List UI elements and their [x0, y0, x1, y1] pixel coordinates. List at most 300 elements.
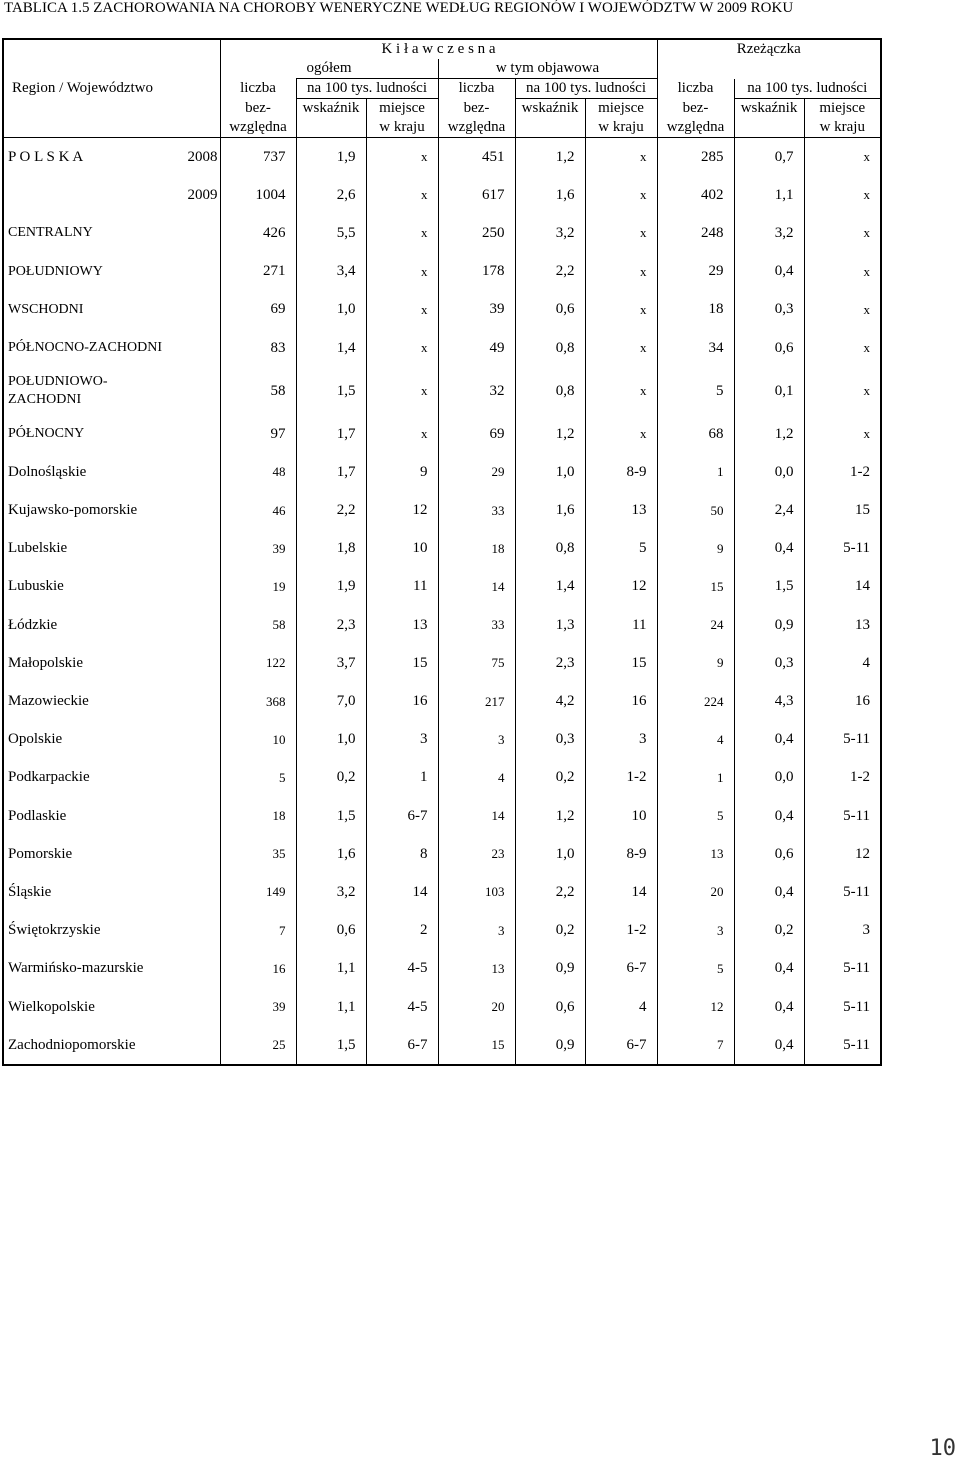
- table-cell: 5: [657, 797, 734, 835]
- table-cell: x: [585, 291, 657, 329]
- table-cell: 1,5: [296, 367, 366, 415]
- table-cell: 49: [438, 329, 515, 367]
- table-cell: 178: [438, 253, 515, 291]
- table-cell: 35: [220, 835, 296, 873]
- row-name: Lubelskie: [8, 540, 68, 557]
- header-wzgledna-2: względna: [438, 118, 515, 138]
- table-cell: x: [585, 214, 657, 252]
- table-cell: 1-2: [585, 759, 657, 797]
- table-cell: 25: [220, 1026, 296, 1064]
- table-cell: 18: [438, 530, 515, 568]
- table-cell: 0,4: [734, 1026, 804, 1064]
- table-row: [4, 415, 880, 453]
- table-cell: 3: [438, 721, 515, 759]
- table-cell: 5,5: [296, 214, 366, 252]
- row-name: [4, 367, 220, 415]
- table-cell: 4: [657, 721, 734, 759]
- table-cell: 2,4: [734, 492, 804, 530]
- table-cell: x: [804, 214, 880, 252]
- table-cell: 3: [366, 721, 438, 759]
- table-cell: 11: [585, 606, 657, 644]
- table-cell: 34: [657, 329, 734, 367]
- table-cell: x: [366, 176, 438, 214]
- table-cell: 12: [366, 492, 438, 530]
- table-cell: 368: [220, 682, 296, 720]
- header-wkraju-2: w kraju: [585, 118, 657, 138]
- table-cell: 0,6: [515, 988, 585, 1026]
- table-cell: 5-11: [804, 721, 880, 759]
- table-row: [4, 721, 880, 759]
- table-cell: x: [804, 415, 880, 453]
- table-row: [4, 176, 880, 214]
- table-row: [4, 835, 880, 873]
- table-cell: 13: [438, 950, 515, 988]
- table-row: [4, 214, 880, 252]
- table-cell: 69: [438, 415, 515, 453]
- table-cell: 285: [657, 138, 734, 177]
- table-cell: 1: [366, 759, 438, 797]
- header-kila: K i ł a w c z e s n a: [220, 40, 657, 59]
- table-cell: x: [366, 138, 438, 177]
- table-row: [4, 253, 880, 291]
- table-cell: 18: [657, 291, 734, 329]
- table-cell: 11: [366, 568, 438, 606]
- table-cell: 12: [804, 835, 880, 873]
- header-miejsce-2: miejsce: [585, 99, 657, 119]
- table-cell: 1,7: [296, 453, 366, 491]
- table-cell: 5-11: [804, 950, 880, 988]
- table-cell: 1,6: [515, 492, 585, 530]
- table-cell: 122: [220, 644, 296, 682]
- table-row: [4, 568, 880, 606]
- table-cell: 1,9: [296, 568, 366, 606]
- table-cell: 1,1: [296, 988, 366, 1026]
- row-name: P O L S K A: [8, 148, 84, 165]
- table-cell: 29: [657, 253, 734, 291]
- table-cell: 1,0: [296, 291, 366, 329]
- table-cell: 0,3: [734, 644, 804, 682]
- table-cell: 50: [657, 492, 734, 530]
- table-cell: 1: [657, 453, 734, 491]
- table-row: [4, 530, 880, 568]
- table-cell: 451: [438, 138, 515, 177]
- table-cell: 0,6: [296, 912, 366, 950]
- table-cell: 10: [585, 797, 657, 835]
- table-cell: 1,9: [296, 138, 366, 177]
- table-cell: x: [804, 176, 880, 214]
- table-cell: 0,1: [734, 367, 804, 415]
- data-table-frame: [2, 38, 882, 1066]
- table-cell: 6-7: [585, 1026, 657, 1064]
- row-name: Warmińsko-mazurskie: [8, 960, 144, 977]
- table-cell: x: [585, 176, 657, 214]
- table-cell: 617: [438, 176, 515, 214]
- table-cell: 8-9: [585, 835, 657, 873]
- table-cell: 271: [220, 253, 296, 291]
- row-name: Śląskie: [8, 883, 52, 900]
- table-cell: 39: [220, 988, 296, 1026]
- table-header: [4, 40, 880, 138]
- table-cell: 0,4: [734, 253, 804, 291]
- table-cell: x: [366, 253, 438, 291]
- table-cell: 2,6: [296, 176, 366, 214]
- table-cell: 1: [657, 759, 734, 797]
- table-cell: 75: [438, 644, 515, 682]
- table-cell: 3,7: [296, 644, 366, 682]
- table-cell: 0,7: [734, 138, 804, 177]
- table-cell: 1,5: [734, 568, 804, 606]
- table-cell: 15: [585, 644, 657, 682]
- table-cell: 0,4: [734, 950, 804, 988]
- table-cell: 5-11: [804, 873, 880, 911]
- table-cell: 14: [366, 873, 438, 911]
- table-cell: 13: [804, 606, 880, 644]
- table-cell: 4-5: [366, 950, 438, 988]
- table-cell: 7,0: [296, 682, 366, 720]
- table-cell: 2,3: [296, 606, 366, 644]
- table-cell: 83: [220, 329, 296, 367]
- table-cell: x: [585, 253, 657, 291]
- table-cell: 0,4: [734, 988, 804, 1026]
- table-cell: 1,0: [515, 835, 585, 873]
- table-cell: 6-7: [585, 950, 657, 988]
- table-cell: x: [585, 367, 657, 415]
- table-cell: 46: [220, 492, 296, 530]
- row-year: 2008: [187, 148, 218, 165]
- table-cell: 3: [657, 912, 734, 950]
- header-na100-3: na 100 tys. ludności: [734, 79, 880, 99]
- row-name: Wielkopolskie: [8, 998, 95, 1015]
- table-cell: 19: [220, 568, 296, 606]
- table-cell: 1,3: [515, 606, 585, 644]
- table-cell: 16: [804, 682, 880, 720]
- header-region: Region / Województwo: [12, 80, 153, 96]
- table-cell: x: [366, 367, 438, 415]
- row-name: Kujawsko-pomorskie: [8, 502, 138, 519]
- header-miejsce-1: miejsce: [366, 99, 438, 119]
- table-cell: 2,2: [515, 873, 585, 911]
- table-cell: 5-11: [804, 797, 880, 835]
- table-cell: 0,4: [734, 530, 804, 568]
- table-cell: 5: [657, 367, 734, 415]
- table-cell: 4,2: [515, 682, 585, 720]
- table-cell: 1-2: [804, 759, 880, 797]
- header-wkraju-3: w kraju: [804, 118, 880, 138]
- table-cell: 1004: [220, 176, 296, 214]
- table-cell: 9: [657, 644, 734, 682]
- header-wkraju-1: w kraju: [366, 118, 438, 138]
- row-name: Pomorskie: [8, 845, 73, 862]
- header-ogolem: ogółem: [220, 59, 438, 79]
- table-cell: 3: [438, 912, 515, 950]
- header-wskaznik-3: wskaźnik: [734, 99, 804, 119]
- table-cell: 2,2: [296, 492, 366, 530]
- table-cell: 12: [585, 568, 657, 606]
- row-name: Podlaskie: [8, 807, 67, 824]
- table-cell: 1,2: [515, 415, 585, 453]
- table-cell: 10: [220, 721, 296, 759]
- table-cell: 224: [657, 682, 734, 720]
- table-cell: 97: [220, 415, 296, 453]
- table-cell: 1,5: [296, 1026, 366, 1064]
- table-cell: 20: [657, 873, 734, 911]
- table-cell: x: [366, 415, 438, 453]
- table-cell: 2,2: [515, 253, 585, 291]
- table-cell: 1,6: [515, 176, 585, 214]
- table-row: [4, 797, 880, 835]
- table-cell: 0,2: [515, 912, 585, 950]
- table-cell: 9: [366, 453, 438, 491]
- row-name: PÓŁNOCNY: [8, 426, 85, 442]
- header-liczba-2: liczba: [438, 79, 515, 99]
- table-cell: x: [366, 329, 438, 367]
- table-title: TABLICA 1.5 ZACHOROWANIA NA CHOROBY WENERYCZNE WEDŁUG REGIONÓW I WOJEWÓDZTW W 2009 ROKU: [4, 0, 794, 16]
- table-cell: 248: [657, 214, 734, 252]
- table-row: [4, 453, 880, 491]
- header-wzgledna-1: względna: [220, 118, 296, 138]
- table-cell: 737: [220, 138, 296, 177]
- header-na100-2: na 100 tys. ludności: [515, 79, 657, 99]
- row-name: POŁUDNIOWY: [8, 263, 103, 279]
- table-cell: 426: [220, 214, 296, 252]
- table-cell: 0,9: [515, 950, 585, 988]
- header-bez-2: bez-: [438, 99, 515, 119]
- table-cell: 32: [438, 367, 515, 415]
- row-name: Mazowieckie: [8, 693, 89, 710]
- table-cell: 12: [657, 988, 734, 1026]
- table-cell: 0,4: [734, 721, 804, 759]
- row-name: Zachodniopomorskie: [8, 1036, 136, 1053]
- table-cell: 8-9: [585, 453, 657, 491]
- table-cell: 1,7: [296, 415, 366, 453]
- table-row: [4, 291, 880, 329]
- table-cell: 18: [220, 797, 296, 835]
- table-cell: 1,0: [296, 721, 366, 759]
- table-cell: 0,2: [515, 759, 585, 797]
- header-bez-3: bez-: [657, 99, 734, 119]
- table-cell: 33: [438, 606, 515, 644]
- table-cell: x: [804, 253, 880, 291]
- table-cell: 15: [657, 568, 734, 606]
- row-name: Łódzkie: [8, 616, 58, 633]
- table-cell: x: [366, 214, 438, 252]
- table-cell: 0,8: [515, 367, 585, 415]
- header-liczba-1: liczba: [220, 79, 296, 99]
- table-cell: 3,4: [296, 253, 366, 291]
- table-cell: 58: [220, 367, 296, 415]
- table-cell: 0,4: [734, 873, 804, 911]
- table-cell: x: [366, 291, 438, 329]
- table-cell: 4,3: [734, 682, 804, 720]
- table-cell: 1,2: [734, 415, 804, 453]
- table-cell: 149: [220, 873, 296, 911]
- table-cell: 4: [804, 644, 880, 682]
- table-cell: 1,4: [296, 329, 366, 367]
- table-cell: 0,4: [734, 797, 804, 835]
- table-cell: 7: [657, 1026, 734, 1064]
- table-cell: 39: [438, 291, 515, 329]
- table-row: [4, 138, 880, 177]
- table-row: [4, 950, 880, 988]
- table-cell: 1,1: [296, 950, 366, 988]
- table-cell: 250: [438, 214, 515, 252]
- table-cell: 1,6: [296, 835, 366, 873]
- table-row: [4, 759, 880, 797]
- table-row: [4, 329, 880, 367]
- table-cell: 68: [657, 415, 734, 453]
- header-bez-1: bez-: [220, 99, 296, 119]
- table-cell: 14: [804, 568, 880, 606]
- table-cell: 0,9: [515, 1026, 585, 1064]
- table-cell: 0,6: [515, 291, 585, 329]
- table-cell: 39: [220, 530, 296, 568]
- table-cell: 1,2: [515, 138, 585, 177]
- table-cell: 33: [438, 492, 515, 530]
- row-name: [4, 176, 176, 214]
- row-name: Podkarpackie: [8, 769, 90, 786]
- table-cell: 0,6: [734, 329, 804, 367]
- table-row: [4, 912, 880, 950]
- table-cell: 0,9: [734, 606, 804, 644]
- row-name: Opolskie: [8, 731, 63, 748]
- table-cell: x: [804, 291, 880, 329]
- table-cell: 1,5: [296, 797, 366, 835]
- row-year: 2009: [187, 186, 218, 203]
- table-cell: 15: [804, 492, 880, 530]
- table-cell: 16: [366, 682, 438, 720]
- header-na100-1: na 100 tys. ludności: [296, 79, 438, 99]
- table-cell: 58: [220, 606, 296, 644]
- page-number: 10: [929, 1436, 956, 1461]
- table-cell: 5-11: [804, 1026, 880, 1064]
- table-cell: 48: [220, 453, 296, 491]
- table-cell: 15: [366, 644, 438, 682]
- table-cell: x: [804, 138, 880, 177]
- row-name: Lubuskie: [8, 578, 64, 595]
- table-cell: 2,3: [515, 644, 585, 682]
- row-name: CENTRALNY: [8, 225, 93, 241]
- table-cell: 23: [438, 835, 515, 873]
- header-wskaznik-1: wskaźnik: [296, 99, 366, 119]
- table-cell: x: [585, 415, 657, 453]
- table-cell: 217: [438, 682, 515, 720]
- table-cell: 0,6: [734, 835, 804, 873]
- table-cell: x: [804, 367, 880, 415]
- table-body: [4, 138, 880, 1065]
- table-cell: 10: [366, 530, 438, 568]
- table-cell: 0,0: [734, 453, 804, 491]
- table-cell: 3: [585, 721, 657, 759]
- header-wzgledna-3: względna: [657, 118, 734, 138]
- table-cell: 2: [366, 912, 438, 950]
- table-cell: 16: [585, 682, 657, 720]
- table-cell: 0,0: [734, 759, 804, 797]
- table-cell: x: [804, 329, 880, 367]
- table-row: [4, 1026, 880, 1064]
- header-wskaznik-2: wskaźnik: [515, 99, 585, 119]
- table-row: [4, 682, 880, 720]
- table-row: [4, 492, 880, 530]
- table-row: [4, 873, 880, 911]
- table-cell: 5-11: [804, 988, 880, 1026]
- table-row: [4, 367, 880, 415]
- table-cell: 3,2: [515, 214, 585, 252]
- table-cell: 103: [438, 873, 515, 911]
- table-cell: x: [585, 138, 657, 177]
- table-cell: 13: [657, 835, 734, 873]
- table-cell: 1,2: [515, 797, 585, 835]
- table-cell: 20: [438, 988, 515, 1026]
- table-cell: 24: [657, 606, 734, 644]
- table-cell: 0,8: [515, 329, 585, 367]
- table-cell: 0,2: [296, 759, 366, 797]
- table-cell: 1,4: [515, 568, 585, 606]
- table-cell: 3,2: [734, 214, 804, 252]
- table-cell: 1-2: [804, 453, 880, 491]
- table-cell: 16: [220, 950, 296, 988]
- table-cell: 1,1: [734, 176, 804, 214]
- table-cell: 8: [366, 835, 438, 873]
- table-cell: 1,8: [296, 530, 366, 568]
- row-name: WSCHODNI: [8, 301, 84, 317]
- table-cell: 3: [804, 912, 880, 950]
- table-cell: 13: [585, 492, 657, 530]
- table-cell: 5-11: [804, 530, 880, 568]
- table-cell: 7: [220, 912, 296, 950]
- table-row: [4, 606, 880, 644]
- table-cell: 14: [438, 797, 515, 835]
- table-cell: 1-2: [585, 912, 657, 950]
- table-cell: 5: [657, 950, 734, 988]
- row-name: PÓŁNOCNO-ZACHODNI: [8, 340, 162, 356]
- table-cell: 6-7: [366, 1026, 438, 1064]
- table-cell: 0,2: [734, 912, 804, 950]
- table-cell: 1,0: [515, 453, 585, 491]
- table-cell: 13: [366, 606, 438, 644]
- table-cell: 0,3: [734, 291, 804, 329]
- row-name: Małopolskie: [8, 654, 83, 671]
- table-cell: 14: [585, 873, 657, 911]
- table-cell: 3,2: [296, 873, 366, 911]
- table-cell: 6-7: [366, 797, 438, 835]
- table-cell: 0,8: [515, 530, 585, 568]
- table-row: [4, 644, 880, 682]
- table-cell: 14: [438, 568, 515, 606]
- header-miejsce-3: miejsce: [804, 99, 880, 119]
- table-cell: 5: [585, 530, 657, 568]
- table-cell: 0,3: [515, 721, 585, 759]
- table-cell: 69: [220, 291, 296, 329]
- row-name: Dolnośląskie: [8, 463, 87, 480]
- row-name-line-2: ZACHODNI: [8, 392, 82, 408]
- table-cell: 4: [438, 759, 515, 797]
- header-rzezaczka: Rzeżączka: [657, 40, 880, 59]
- table-cell: 15: [438, 1026, 515, 1064]
- table-cell: x: [585, 329, 657, 367]
- table-cell: 5: [220, 759, 296, 797]
- table-cell: 402: [657, 176, 734, 214]
- table-cell: 4-5: [366, 988, 438, 1026]
- table-cell: 9: [657, 530, 734, 568]
- row-name-line-1: POŁUDNIOWO-: [8, 374, 108, 390]
- header-objawowa: w tym objawowa: [438, 59, 657, 79]
- row-name: Świętokrzyskie: [8, 922, 101, 939]
- table-cell: 4: [585, 988, 657, 1026]
- header-liczba-3: liczba: [657, 79, 734, 99]
- disease-table: [4, 40, 880, 1064]
- table-row: [4, 988, 880, 1026]
- table-cell: 29: [438, 453, 515, 491]
